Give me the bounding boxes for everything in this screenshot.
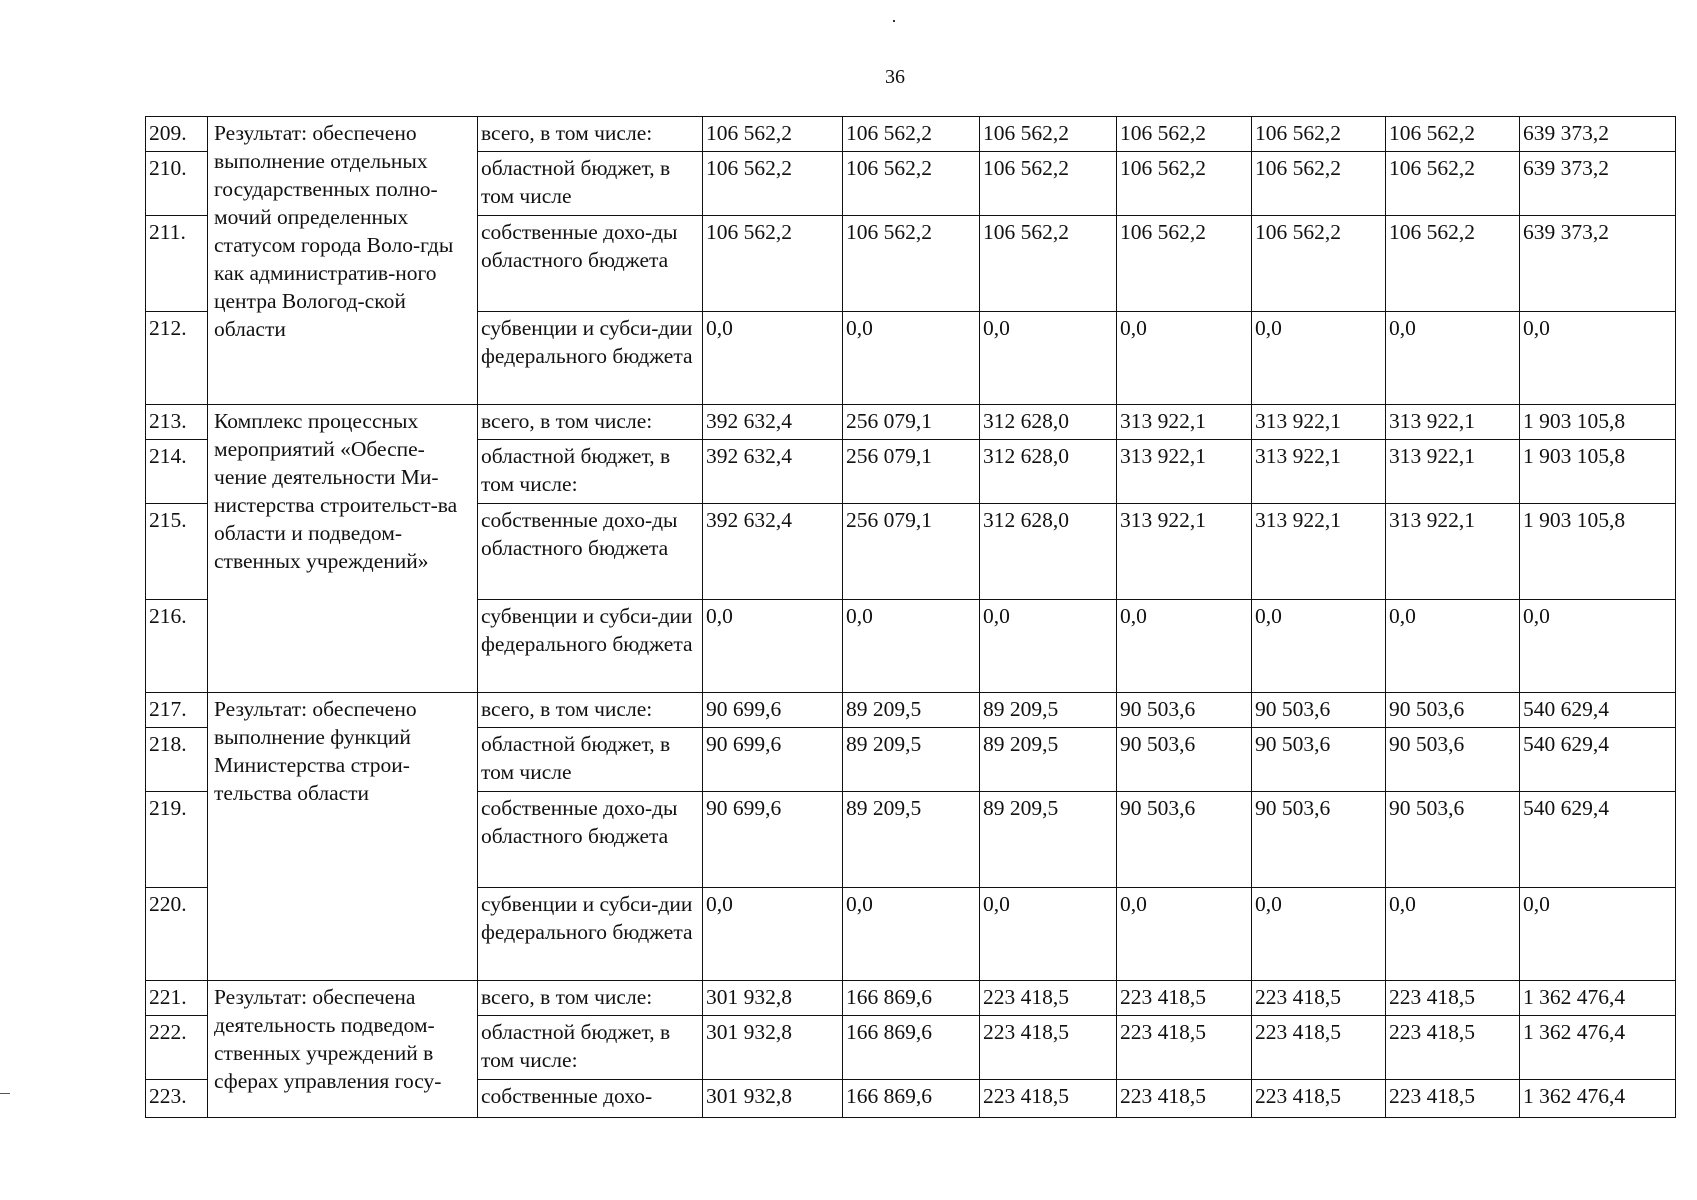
funding-category: областной бюджет, в том числе — [478, 152, 703, 216]
year-value-cell: 313 922,1 — [1117, 440, 1252, 504]
funding-category: субвенции и субси-дии федерального бюджета — [478, 888, 703, 981]
scan-dot — [893, 20, 895, 22]
page-number: 36 — [885, 66, 905, 88]
year-value-cell: 313 922,1 — [1252, 440, 1386, 504]
year-value-cell: 106 562,2 — [843, 152, 980, 216]
total-value-cell: 639 373,2 — [1520, 117, 1676, 152]
year-value-cell: 256 079,1 — [843, 440, 980, 504]
row-number: 212. — [146, 312, 208, 405]
table-row — [146, 117, 1676, 152]
year-value-cell: 256 079,1 — [843, 405, 980, 440]
row-number: 217. — [146, 693, 208, 728]
total-value-cell: 0,0 — [1520, 888, 1676, 981]
year-value-cell: 106 562,2 — [703, 117, 843, 152]
year-value-cell: 392 632,4 — [703, 405, 843, 440]
year-value-cell: 313 922,1 — [1386, 440, 1520, 504]
year-value-cell: 106 562,2 — [1386, 152, 1520, 216]
budget-table — [145, 116, 1676, 1118]
year-value-cell: 313 922,1 — [1386, 504, 1520, 600]
year-value-cell: 106 562,2 — [1117, 117, 1252, 152]
row-number: 209. — [146, 117, 208, 152]
year-value-cell: 89 209,5 — [843, 792, 980, 888]
year-value-cell: 89 209,5 — [843, 728, 980, 792]
result-description: Результат: обеспечена деятельность подведом-ственных учреждений в сферах управления госу- — [208, 981, 478, 1118]
total-value-cell: 0,0 — [1520, 312, 1676, 405]
year-value-cell: 90 503,6 — [1386, 792, 1520, 888]
year-value-cell: 89 209,5 — [980, 728, 1117, 792]
year-value-cell: 166 869,6 — [843, 981, 980, 1016]
total-value-cell: 1 362 476,4 — [1520, 1080, 1676, 1118]
year-value-cell: 90 503,6 — [1386, 728, 1520, 792]
row-number: 210. — [146, 152, 208, 216]
total-value-cell: 1 903 105,8 — [1520, 440, 1676, 504]
result-description: Результат: обеспечено выполнение функций Министерства строи-тельства области — [208, 693, 478, 981]
year-value-cell: 312 628,0 — [980, 405, 1117, 440]
year-value-cell: 0,0 — [843, 312, 980, 405]
year-value-cell: 0,0 — [1386, 600, 1520, 693]
table-row — [146, 405, 1676, 440]
year-value-cell: 90 503,6 — [1386, 693, 1520, 728]
row-number: 219. — [146, 792, 208, 888]
year-value-cell: 106 562,2 — [843, 216, 980, 312]
row-number: 218. — [146, 728, 208, 792]
year-value-cell: 223 418,5 — [980, 981, 1117, 1016]
year-value-cell: 106 562,2 — [1252, 216, 1386, 312]
year-value-cell: 106 562,2 — [1386, 216, 1520, 312]
year-value-cell: 0,0 — [1117, 888, 1252, 981]
row-number: 223. — [146, 1080, 208, 1118]
year-value-cell: 312 628,0 — [980, 504, 1117, 600]
total-value-cell: 1 903 105,8 — [1520, 405, 1676, 440]
row-number: 214. — [146, 440, 208, 504]
year-value-cell: 0,0 — [1386, 888, 1520, 981]
margin-mark — [0, 1093, 10, 1094]
total-value-cell: 540 629,4 — [1520, 728, 1676, 792]
year-value-cell: 301 932,8 — [703, 981, 843, 1016]
year-value-cell: 106 562,2 — [1252, 117, 1386, 152]
year-value-cell: 106 562,2 — [1386, 117, 1520, 152]
funding-category: собственные дохо-ды областного бюджета — [478, 504, 703, 600]
year-value-cell: 0,0 — [703, 888, 843, 981]
year-value-cell: 0,0 — [1117, 312, 1252, 405]
year-value-cell: 106 562,2 — [1117, 152, 1252, 216]
year-value-cell: 90 699,6 — [703, 728, 843, 792]
year-value-cell: 313 922,1 — [1252, 504, 1386, 600]
row-number: 216. — [146, 600, 208, 693]
year-value-cell: 223 418,5 — [1117, 1080, 1252, 1118]
year-value-cell: 256 079,1 — [843, 504, 980, 600]
year-value-cell: 313 922,1 — [1117, 504, 1252, 600]
row-number: 211. — [146, 216, 208, 312]
year-value-cell: 106 562,2 — [980, 216, 1117, 312]
year-value-cell: 223 418,5 — [980, 1080, 1117, 1118]
year-value-cell: 0,0 — [843, 600, 980, 693]
year-value-cell: 106 562,2 — [1117, 216, 1252, 312]
year-value-cell: 90 503,6 — [1252, 693, 1386, 728]
total-value-cell: 0,0 — [1520, 600, 1676, 693]
year-value-cell: 392 632,4 — [703, 504, 843, 600]
total-value-cell: 1 362 476,4 — [1520, 981, 1676, 1016]
year-value-cell: 90 503,6 — [1117, 728, 1252, 792]
total-value-cell: 1 903 105,8 — [1520, 504, 1676, 600]
total-value-cell: 639 373,2 — [1520, 152, 1676, 216]
year-value-cell: 106 562,2 — [703, 216, 843, 312]
result-description: Результат: обеспечено выполнение отдельных государственных полно-мочий определенных статусом города Воло-гды как административ-ного центра Вологод-ской области — [208, 117, 478, 405]
year-value-cell: 89 209,5 — [980, 792, 1117, 888]
year-value-cell: 312 628,0 — [980, 440, 1117, 504]
year-value-cell: 0,0 — [703, 600, 843, 693]
year-value-cell: 90 699,6 — [703, 693, 843, 728]
year-value-cell: 0,0 — [980, 888, 1117, 981]
year-value-cell: 89 209,5 — [843, 693, 980, 728]
year-value-cell: 0,0 — [980, 600, 1117, 693]
year-value-cell: 0,0 — [1252, 888, 1386, 981]
year-value-cell: 0,0 — [980, 312, 1117, 405]
year-value-cell: 166 869,6 — [843, 1016, 980, 1080]
funding-category: собственные дохо-ды областного бюджета — [478, 216, 703, 312]
total-value-cell: 1 362 476,4 — [1520, 1016, 1676, 1080]
year-value-cell: 223 418,5 — [1386, 1016, 1520, 1080]
row-number: 221. — [146, 981, 208, 1016]
row-number: 220. — [146, 888, 208, 981]
year-value-cell: 90 503,6 — [1252, 792, 1386, 888]
table-row — [146, 693, 1676, 728]
funding-category: субвенции и субси-дии федерального бюджета — [478, 312, 703, 405]
year-value-cell: 313 922,1 — [1386, 405, 1520, 440]
total-value-cell: 540 629,4 — [1520, 693, 1676, 728]
year-value-cell: 313 922,1 — [1117, 405, 1252, 440]
year-value-cell: 0,0 — [1117, 600, 1252, 693]
total-value-cell: 540 629,4 — [1520, 792, 1676, 888]
funding-category: собственные дохо- — [478, 1080, 703, 1118]
year-value-cell: 223 418,5 — [980, 1016, 1117, 1080]
year-value-cell: 106 562,2 — [980, 117, 1117, 152]
funding-category: всего, в том числе: — [478, 405, 703, 440]
year-value-cell: 223 418,5 — [1117, 1016, 1252, 1080]
year-value-cell: 90 503,6 — [1252, 728, 1386, 792]
row-number: 222. — [146, 1016, 208, 1080]
year-value-cell: 166 869,6 — [843, 1080, 980, 1118]
year-value-cell: 313 922,1 — [1252, 405, 1386, 440]
year-value-cell: 223 418,5 — [1252, 1080, 1386, 1118]
year-value-cell: 90 699,6 — [703, 792, 843, 888]
year-value-cell: 90 503,6 — [1117, 792, 1252, 888]
year-value-cell: 223 418,5 — [1386, 981, 1520, 1016]
funding-category: всего, в том числе: — [478, 981, 703, 1016]
year-value-cell: 223 418,5 — [1386, 1080, 1520, 1118]
funding-category: областной бюджет, в том числе — [478, 728, 703, 792]
funding-category: всего, в том числе: — [478, 693, 703, 728]
year-value-cell: 0,0 — [843, 888, 980, 981]
funding-category: субвенции и субси-дии федерального бюджета — [478, 600, 703, 693]
result-description: Комплекс процессных мероприятий «Обеспе-чение деятельности Ми-нистерства строительст-ва области и подведом-ственных учреждений» — [208, 405, 478, 693]
funding-category: областной бюджет, в том числе: — [478, 440, 703, 504]
funding-category: всего, в том числе: — [478, 117, 703, 152]
year-value-cell: 301 932,8 — [703, 1016, 843, 1080]
funding-category: областной бюджет, в том числе: — [478, 1016, 703, 1080]
total-value-cell: 639 373,2 — [1520, 216, 1676, 312]
year-value-cell: 0,0 — [703, 312, 843, 405]
year-value-cell: 301 932,8 — [703, 1080, 843, 1118]
table-row — [146, 981, 1676, 1016]
year-value-cell: 392 632,4 — [703, 440, 843, 504]
year-value-cell: 90 503,6 — [1117, 693, 1252, 728]
funding-category: собственные дохо-ды областного бюджета — [478, 792, 703, 888]
year-value-cell: 89 209,5 — [980, 693, 1117, 728]
year-value-cell: 223 418,5 — [1252, 981, 1386, 1016]
year-value-cell: 0,0 — [1386, 312, 1520, 405]
year-value-cell: 106 562,2 — [703, 152, 843, 216]
year-value-cell: 106 562,2 — [1252, 152, 1386, 216]
year-value-cell: 0,0 — [1252, 312, 1386, 405]
row-number: 215. — [146, 504, 208, 600]
year-value-cell: 106 562,2 — [843, 117, 980, 152]
year-value-cell: 0,0 — [1252, 600, 1386, 693]
year-value-cell: 223 418,5 — [1117, 981, 1252, 1016]
row-number: 213. — [146, 405, 208, 440]
year-value-cell: 223 418,5 — [1252, 1016, 1386, 1080]
year-value-cell: 106 562,2 — [980, 152, 1117, 216]
